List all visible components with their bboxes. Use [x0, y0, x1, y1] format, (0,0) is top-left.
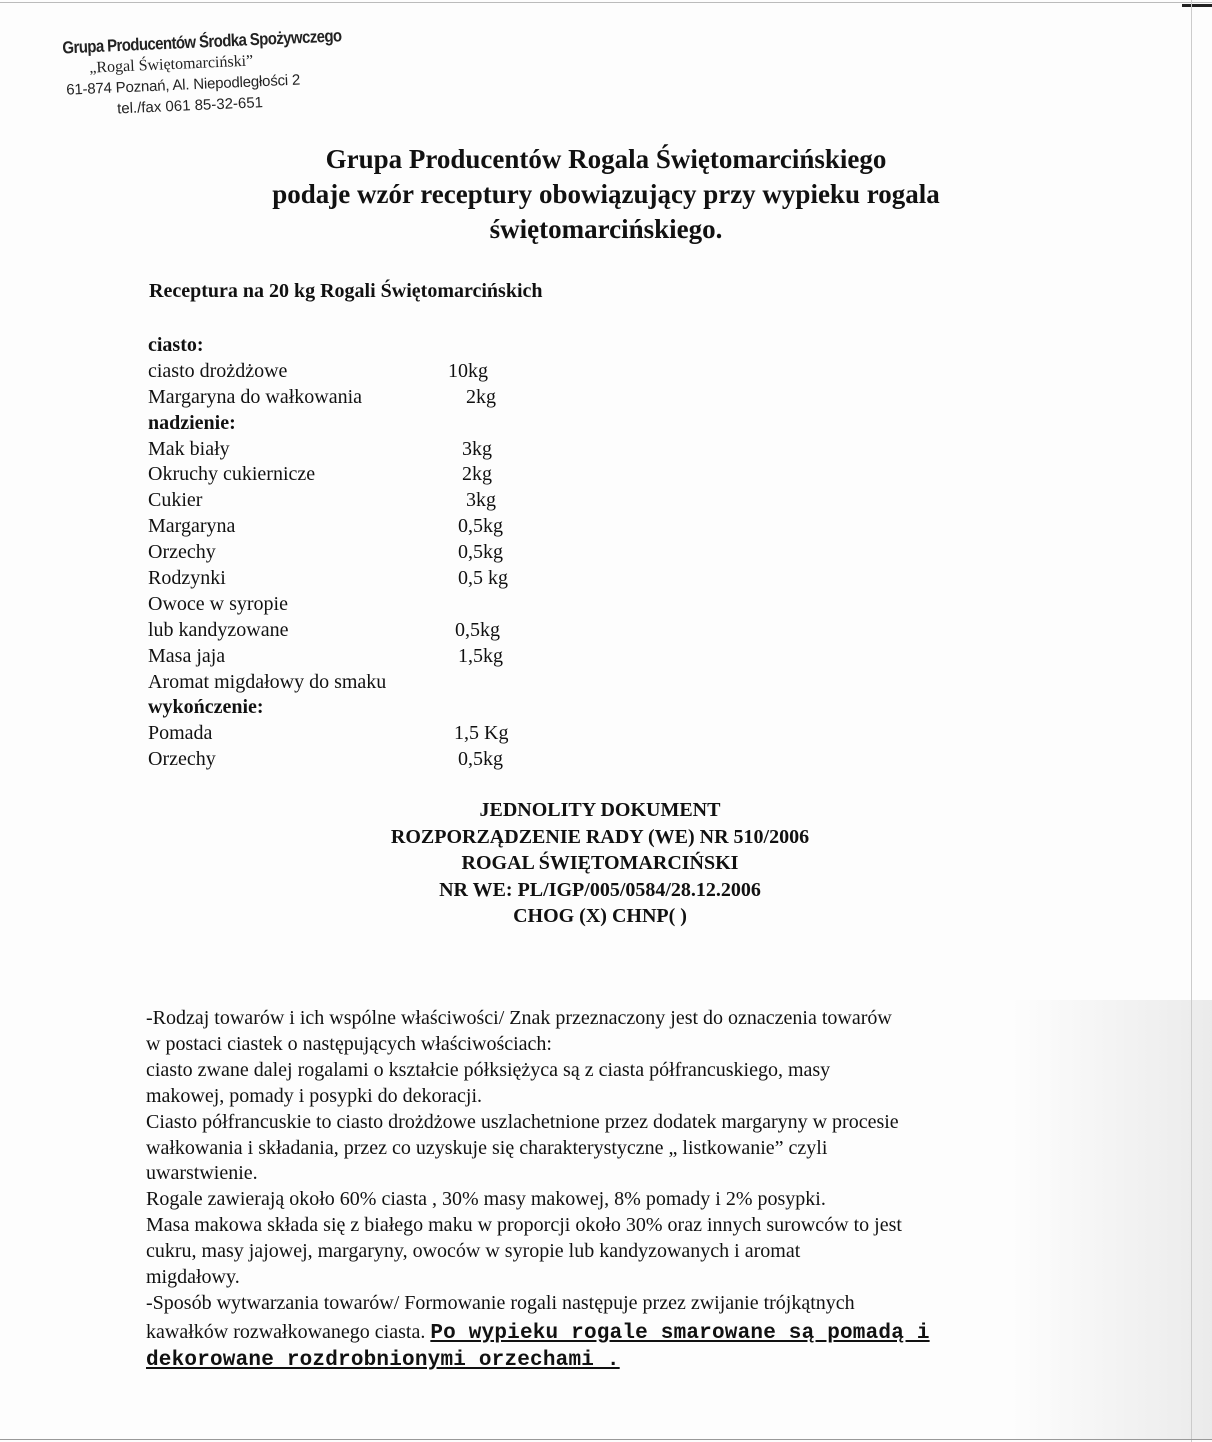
section-label-nadzienie: nadzienie: [148, 411, 236, 434]
ingredient-name: lub kandyzowane [148, 618, 289, 641]
recipe-row [148, 359, 508, 385]
ingredient-name: Cukier [148, 489, 203, 512]
ingredient-qty: 1,5kg [458, 644, 503, 667]
recipe-row [148, 540, 508, 566]
ingredient-name: Orzechy [148, 541, 216, 564]
recipe-row [148, 462, 508, 488]
body-line-emphasis [146, 1320, 1076, 1347]
ingredient-name: Owoce w syropie [148, 592, 288, 615]
body-line-final [146, 1347, 1076, 1374]
body-line: w postaci ciastek o następujących właściwościach: [146, 1032, 552, 1055]
body-line: -Sposób wytwarzania towarów/ Formowanie rogali następuje przez zwijanie trójkątnych [146, 1291, 855, 1314]
title-line-3: świętomarcińskiego. [489, 214, 723, 244]
ingredient-qty: 3kg [462, 437, 492, 460]
ingredient-name: Okruchy cukiernicze [148, 463, 316, 486]
ingredient-name: Margaryna do wałkowania [148, 385, 363, 408]
recipe-row [148, 721, 508, 747]
ingredient-name: Aromat migdałowy do smaku [148, 670, 387, 693]
ingredient-qty: 2kg [466, 385, 496, 408]
stamp-line-2: „Rogal Świętomarciński” [88, 52, 254, 77]
ingredient-qty: 3kg [466, 489, 496, 512]
recipe-row [148, 592, 508, 618]
section-label-wykonczenie: wykończenie: [148, 696, 264, 719]
ingredient-name: Pomada [148, 722, 213, 745]
recipe-row [148, 644, 508, 670]
ingredient-qty: 1,5 Kg [454, 722, 509, 745]
ingredient-name: ciasto drożdżowe [148, 359, 288, 382]
recipe-list [148, 333, 508, 773]
body-line-plain: kawałków rozwałkowanego ciasta. [146, 1320, 431, 1343]
recipe-heading: Receptura na 20 kg Rogali Świętomarcińskich [149, 280, 543, 302]
body-line: Masa makowa składa się z białego maku w proporcji około 30% oraz innych surowców to jest [146, 1214, 902, 1237]
ingredient-name: Margaryna [148, 515, 236, 538]
doc-line-2: ROZPORZĄDZENIE RADY (WE) NR 510/2006 [390, 825, 810, 848]
scan-edge-mark [1182, 4, 1212, 7]
ingredient-qty: 2kg [462, 463, 492, 486]
recipe-row [148, 618, 508, 644]
ingredient-name: Rodzynki [148, 567, 226, 590]
ingredient-qty: 10kg [448, 359, 488, 382]
ingredient-qty: 0,5kg [455, 618, 500, 641]
recipe-row [148, 385, 508, 411]
ingredient-qty: 0,5kg [458, 748, 503, 771]
body-line: migdałowy. [146, 1266, 240, 1289]
recipe-row [148, 670, 508, 696]
recipe-row [148, 514, 508, 540]
title-line-2: podaje wzór receptury obowiązujący przy wypieku rogala [272, 179, 940, 209]
body-line: wałkowania i składania, przez co uzyskuje się charakterystyczne „ listkowanie” czyli [146, 1136, 828, 1159]
doc-line-3: ROGAL ŚWIĘTOMARCIŃSKI [461, 852, 739, 874]
ingredient-qty: 0,5kg [458, 515, 503, 538]
body-line: uwarstwienie. [146, 1162, 258, 1185]
ingredient-name: Masa jaja [148, 644, 226, 667]
recipe-row [148, 488, 508, 514]
recipe-row [148, 566, 508, 592]
ingredient-qty: 0,5kg [458, 541, 503, 564]
body-line: Ciasto półfrancuskie to ciasto drożdżowe uszlachetnione przez dodatek margaryny w procesie [146, 1110, 899, 1133]
document-title [0, 142, 1212, 247]
doc-line-4: NR WE: PL/IGP/005/0584/28.12.2006 [439, 878, 761, 901]
title-line-1: Grupa Producentów Rogala Świętomarcińskiego [325, 144, 887, 174]
body-line: makowej, pomady i posypki do dekoracji. [146, 1084, 483, 1107]
doc-line-5: CHOG (X) CHNP( ) [513, 905, 687, 927]
ingredient-name: Orzechy [148, 748, 216, 771]
company-stamp [58, 26, 341, 122]
stamp-line-3: 61-874 Poznań, Al. Niepodległości 2 [65, 71, 301, 99]
recipe-row [148, 747, 508, 773]
body-line: Rogale zawierają około 60% ciasta , 30% masy makowej, 8% pomady i 2% posypki. [146, 1188, 826, 1211]
scan-top-edge [0, 2, 1212, 3]
description-body [146, 1006, 1076, 1374]
stamp-line-1: Grupa Producentów Środka Spożywczego [62, 26, 342, 59]
ingredient-qty: 0,5 kg [458, 567, 508, 590]
scan-bottom-edge [0, 1439, 1212, 1440]
emphasis-text: Po wypieku rogale smarowane są pomadą i [430, 1321, 930, 1345]
stamp-line-4: tel./fax 061 85-32-651 [116, 94, 264, 118]
recipe-row [148, 437, 508, 463]
section-label-ciasto: ciasto: [148, 334, 204, 356]
emphasis-text-final: dekorowane rozdrobnionymi orzechami . [146, 1348, 620, 1372]
body-line: -Rodzaj towarów i ich wspólne właściwości/ Znak przeznaczony jest do oznaczenia towarów [146, 1007, 892, 1029]
single-document-header [0, 797, 1200, 930]
ingredient-name: Mak biały [148, 437, 230, 460]
body-line: ciasto zwane dalej rogalami o kształcie półksiężyca są z ciasta półfrancuskiego, masy [146, 1058, 831, 1081]
doc-line-1: JEDNOLITY DOKUMENT [479, 799, 721, 821]
body-line: cukru, masy jajowej, margaryny, owoców w syropie lub kandyzowanych i aromat [146, 1240, 801, 1263]
